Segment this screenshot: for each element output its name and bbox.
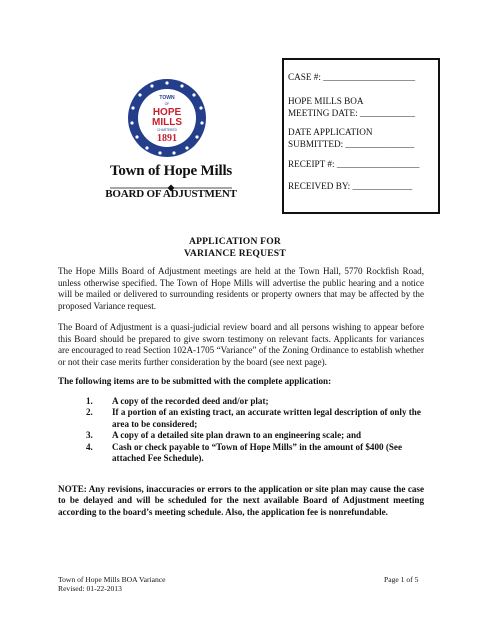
date-application-label: DATE APPLICATION [288,127,373,137]
town-seal-logo [127,78,207,158]
boa-label: HOPE MILLS BOA [288,96,364,106]
application-title-line2: VARIANCE REQUEST [184,248,286,259]
submitted-field: SUBMITTED: _______________ [288,139,415,149]
list-item [86,407,431,430]
list-item-number: 2. [86,407,93,418]
list-item-number: 3. [86,430,93,441]
application-title [130,236,340,260]
list-item [86,396,431,407]
list-item [86,430,431,441]
case-number-field: CASE #: ____________________ [288,72,416,82]
list-item-text: Cash or check payable to “Town of Hope Mills” in the amount of $400 (See attached Fee Schedule). [112,441,403,464]
fee-note: NOTE: Any revisions, inaccuracies or errors to the application or site plan may cause the case to be delayed and will be scheduled for the next available Board of Adjustment meeting according to the board’s meeting schedule. Also, the application fee is nonrefundable. [58,484,424,517]
list-item-text: A copy of a detailed site plan drawn to an engineering scale; and [112,430,362,441]
board-title: BOARD OF ADJUSTMENT [105,188,237,200]
seal-mills-text: MILLS [152,117,182,128]
footer-revised-date: Revised: 01-22-2013 [58,584,122,594]
list-item-number: 1. [86,396,93,406]
list-item [86,442,431,465]
footer-doc-info [58,575,166,594]
receipt-field: RECEIPT #: __________________ [288,159,420,169]
footer-doc-name: Town of Hope Mills BOA Variance [58,575,166,584]
submission-items-heading: The following items are to be submitted with the complete application: [58,376,332,386]
page-number: Page 1 of 5 [384,575,419,584]
seal-of-text: OF [164,102,170,106]
seal-town-text: TOWN [159,95,175,101]
received-by-field: RECEIVED BY: _____________ [288,181,413,191]
list-item-text: If a portion of an existing tract, an accurate written legal description of only the area to be considered; [112,407,421,429]
meeting-date-field: MEETING DATE: ____________ [288,108,416,118]
list-item-text: A copy of the recorded deed and/or plat; [112,396,269,406]
seal-chartered-text: CHARTERED [157,128,177,132]
submission-items-list [86,396,431,464]
office-use-box [282,58,440,214]
town-title: Town of Hope Mills [109,163,233,179]
board-description-paragraph: The Board of Adjustment is a quasi-judicial review board and all persons wishing to appear before this Board should be prepared to give sworn testimony on relevant facts. Applicants for variances are encouraged to read Section 102A-1705 “Variance” of the Zoning Ordinance to establish whether or not their case merits further consideration by the board (see next page). [58,322,424,367]
seal-hope-text: HOPE [152,107,182,118]
intro-paragraph: The Hope Mills Board of Adjustment meetings are held at the Town Hall, 5770 Rockfish Road, unless otherwise specified. The Town of Hope Mills will advertise the public hearing and a notice will be mailed or delivered to surrounding residents or property owners that may be affected by the proposed Variance request. [58,266,424,311]
application-title-line1: APPLICATION FOR [188,236,282,247]
seal-year-text: 1891 [157,133,177,144]
list-item-number: 4. [86,441,93,452]
